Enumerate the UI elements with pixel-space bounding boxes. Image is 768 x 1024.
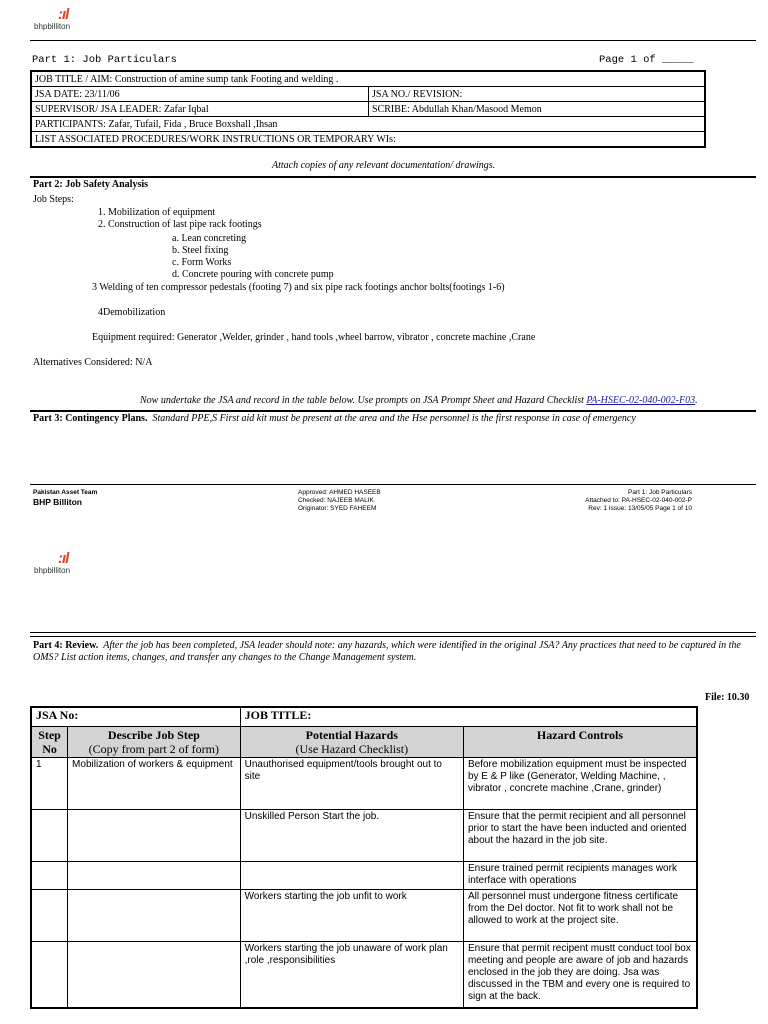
row-step [31, 942, 68, 1008]
part2-title: Part 2: Job Safety Analysis [33, 179, 148, 190]
footer-approval [298, 489, 381, 513]
footer-rev: Rev: 1 Issue: 13/05/05 Page 1 of 10 [588, 505, 692, 512]
footer-left [33, 489, 97, 507]
row-step [31, 890, 68, 942]
row-desc [68, 890, 241, 942]
supervisor-cell: SUPERVISOR/ JSA LEADER: Zafar Iqbal [31, 102, 369, 117]
scribe-cell: SCRIBE: Abdullah Khan/Masood Memon [369, 102, 706, 117]
header-describe: Describe Job Step (Copy from part 2 of form) [68, 727, 241, 758]
footer-checked: Checked: NAJEEB MALIK [298, 497, 374, 504]
substep-item: c. Form Works [172, 257, 232, 268]
part3-title: Part 3: Contingency Plans. [33, 413, 148, 424]
part3-text: Standard PPE,S First aid kit must be present at the area and the Hse personnel is the first response in case of emergency [152, 413, 636, 424]
alternatives-considered: Alternatives Considered: N/A [33, 357, 153, 368]
attach-note: Attach copies of any relevant documentation/ drawings. [272, 160, 496, 171]
jsa-no-label: JSA No: [31, 707, 240, 727]
jsa-job-title-label: JOB TITLE: [240, 707, 697, 727]
part1-title: Part 1: Job Particulars [32, 54, 177, 66]
part4-text: After the job has been completed, JSA leader should note: any hazards, which were identified in the original JSA? Any practices that need to be captured in the OMS? List action items, changes, and transfer any changes to the Change Management system. [33, 640, 741, 663]
part2-rule [30, 176, 756, 178]
step-3: 3 Welding of ten compressor pedestals (footing 7) and six pipe rack footings anchor bolts(footings 1-6) [92, 282, 505, 293]
table-row [31, 942, 697, 1008]
steps-list [98, 207, 262, 231]
row-step: 1 [31, 758, 68, 810]
logo-mark-icon: :ıl [58, 550, 69, 567]
footer-originator: Originator: SYED FAHEEM [298, 505, 377, 512]
jsa-no-cell: JSA NO./ REVISION: [369, 87, 706, 102]
header-step: Step No [31, 727, 68, 758]
undertake-note: Now undertake the JSA and record in the table below. Use prompts on JSA Prompt Sheet and Hazard Checklist PA-HSEC-02-040-002-F03. [140, 395, 698, 406]
job-title-cell: JOB TITLE / AIM: Construction of amine sump tank Footing and welding . [31, 71, 705, 87]
table-row [31, 862, 697, 890]
procedures-cell: LIST ASSOCIATED PROCEDURES/WORK INSTRUCTIONS OR TEMPORARY WIs: [31, 132, 705, 148]
row-hazard: Unauthorised equipment/tools brought out to site [240, 758, 463, 810]
footer-rule [30, 484, 756, 485]
part4-rule-2 [30, 636, 756, 637]
row-step [31, 862, 68, 890]
part3-rule [30, 410, 756, 412]
footer-attached: Attached to: PA-HSEC-02-040-002-P [585, 497, 692, 504]
footer-part: Part 1: Job Particulars [628, 489, 692, 496]
logo-wordmark: bhpbilliton [34, 22, 71, 31]
row-desc [68, 810, 241, 862]
bhp-logo [34, 552, 70, 575]
step-item: 2. Construction of last pipe rack footings [98, 219, 262, 230]
header-controls: Hazard Controls [463, 727, 697, 758]
jsa-table [30, 706, 698, 1009]
row-control: Ensure that the permit recipient and all personnel prior to start the have been inducted and oriented about the hazard in the job site. [463, 810, 697, 862]
substep-item: b. Steel fixing [172, 245, 229, 256]
job-particulars-table [30, 70, 706, 148]
table-row [31, 890, 697, 942]
footer-approved: Approved: AHMED HASEEB [298, 489, 381, 496]
equipment-required: Equipment required: Generator ,Welder, grinder , hand tools ,wheel barrow, vibrator , concrete machine ,Crane [92, 332, 536, 343]
row-hazard: Workers starting the job unfit to work [240, 890, 463, 942]
row-desc [68, 862, 241, 890]
participants-cell: PARTICIPANTS: Zafar, Tufail, Fida , Bruce Boxshall ,Ihsan [31, 117, 705, 132]
step-4: 4Demobilization [98, 307, 166, 318]
row-desc [68, 942, 241, 1008]
jsa-date-cell: JSA DATE: 23/11/06 [31, 87, 369, 102]
part4-title: Part 4: Review. [33, 640, 99, 651]
file-label: File: 10.30 [705, 692, 750, 703]
row-hazard: Workers starting the job unaware of work plan ,role ,responsibilities [240, 942, 463, 1008]
row-hazard [240, 862, 463, 890]
part4-rule [30, 632, 756, 633]
footer-team: Pakistan Asset Team [33, 489, 98, 496]
undertake-text: Now undertake the JSA and record in the table below. Use prompts on JSA Prompt Sheet and Hazard Checklist [140, 395, 587, 406]
substep-item: d. Concrete pouring with concrete pump [172, 269, 334, 280]
job-steps-label: Job Steps: [33, 194, 74, 205]
page-label: Page 1 of _____ [599, 54, 694, 66]
header-rule [30, 40, 756, 41]
table-row [31, 810, 697, 862]
footer-company: BHP Billiton [33, 497, 82, 507]
row-control: Ensure trained permit recipients manages work interface with operations [463, 862, 697, 890]
step-item: 1. Mobilization of equipment [98, 207, 216, 218]
substeps-list [172, 233, 334, 281]
header-hazards: Potential Hazards (Use Hazard Checklist) [240, 727, 463, 758]
substep-item: a. Lean concreting [172, 233, 247, 244]
bhp-logo [34, 8, 70, 31]
part4-block [33, 640, 748, 664]
row-desc: Mobilization of workers & equipment [68, 758, 241, 810]
logo-wordmark: bhpbilliton [34, 566, 71, 575]
logo-mark-icon: :ıl [58, 6, 69, 23]
row-step [31, 810, 68, 862]
footer-right [585, 489, 692, 513]
part3-row [33, 413, 636, 424]
table-row [31, 758, 697, 810]
row-control: Before mobilization equipment must be inspected by E & P like (Generator, Welding Machine, , vibrator , concrete machine ,Crane, grinder) [463, 758, 697, 810]
row-control: All personnel must undergone fitness certificate from the Del doctor. Not fit to work shall not be allowed to work at the project site. [463, 890, 697, 942]
hazard-checklist-link[interactable]: PA-HSEC-02-040-002-F03 [586, 395, 696, 406]
row-control: Ensure that permit recipent mustt conduct tool box meeting and people are aware of job and hazards enclosed in the job they are doing. Jsa was discussed in the TBM and every one is required to sign at the back. [463, 942, 697, 1008]
row-hazard: Unskilled Person Start the job. [240, 810, 463, 862]
